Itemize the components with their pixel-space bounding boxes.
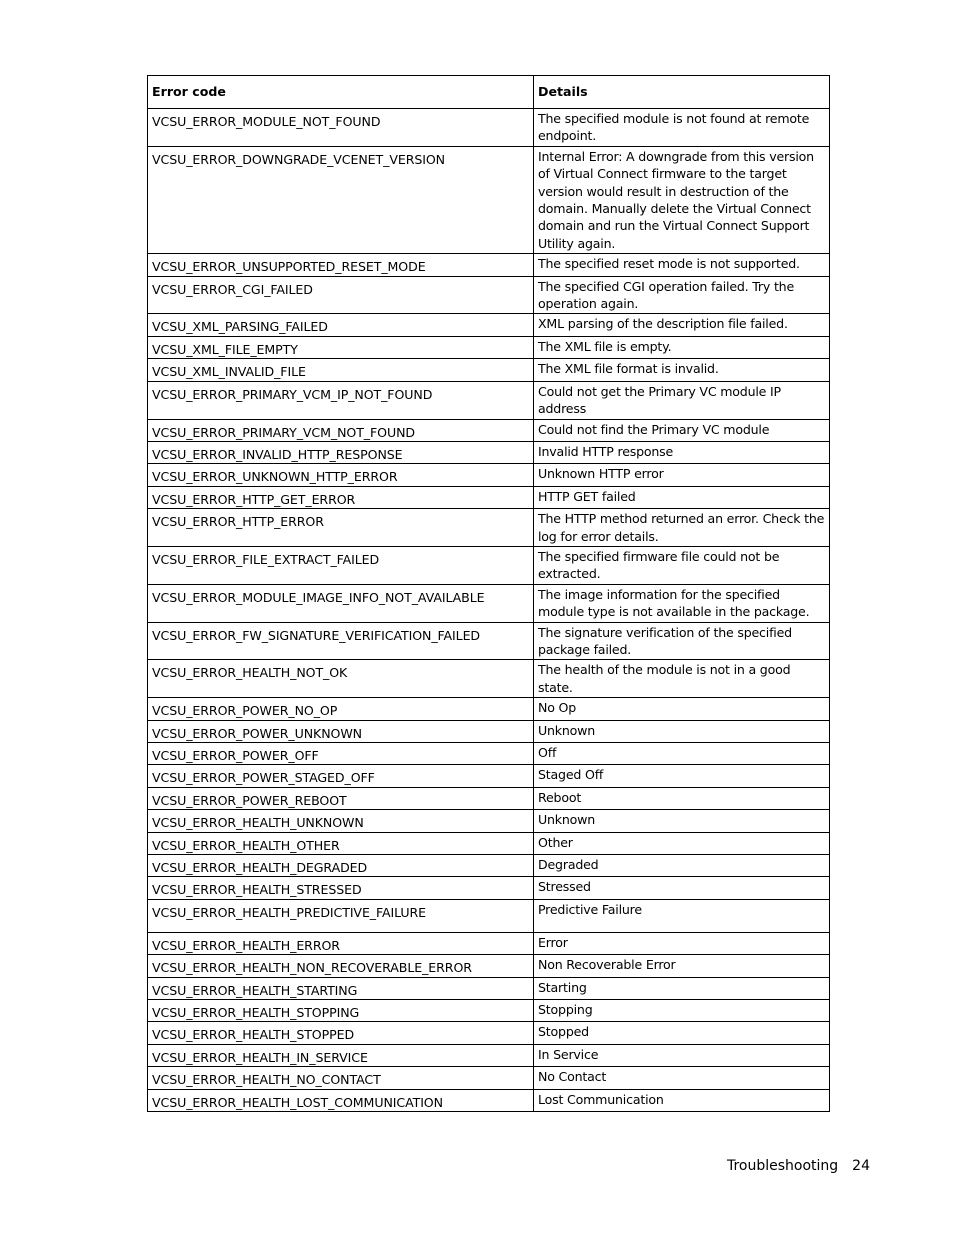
error-code-cell: VCSU_XML_PARSING_FAILED (148, 314, 534, 336)
details-cell: HTTP GET failed (534, 486, 830, 508)
details-cell: XML parsing of the description file failed. (534, 314, 830, 336)
table-row (148, 1089, 830, 1111)
details-cell: The specified module is not found at remote endpoint. (534, 109, 830, 147)
error-code-cell: VCSU_ERROR_HTTP_ERROR (148, 509, 534, 547)
error-code-cell: VCSU_ERROR_HEALTH_IN_SERVICE (148, 1044, 534, 1066)
error-code-cell: VCSU_XML_FILE_EMPTY (148, 336, 534, 358)
details-cell: Lost Communication (534, 1089, 830, 1111)
details-cell: Invalid HTTP response (534, 441, 830, 463)
details-cell: The health of the module is not in a good state. (534, 660, 830, 698)
table-row (148, 977, 830, 999)
error-code-cell: VCSU_ERROR_HEALTH_NON_RECOVERABLE_ERROR (148, 955, 534, 977)
error-code-cell: VCSU_ERROR_PRIMARY_VCM_NOT_FOUND (148, 419, 534, 441)
table-row (148, 1022, 830, 1044)
error-code-cell: VCSU_ERROR_HEALTH_STARTING (148, 977, 534, 999)
error-code-cell: VCSU_ERROR_UNSUPPORTED_RESET_MODE (148, 254, 534, 276)
table-row (148, 787, 830, 809)
table-row (148, 464, 830, 486)
details-cell: Starting (534, 977, 830, 999)
error-code-cell: VCSU_ERROR_HTTP_GET_ERROR (148, 486, 534, 508)
error-code-table (147, 75, 830, 1112)
error-code-cell: VCSU_ERROR_HEALTH_ERROR (148, 932, 534, 954)
error-code-cell: VCSU_ERROR_HEALTH_PREDICTIVE_FAILURE (148, 899, 534, 932)
details-cell: Degraded (534, 855, 830, 877)
table-row (148, 1000, 830, 1022)
details-cell: Stopping (534, 1000, 830, 1022)
details-cell: Could not get the Primary VC module IP address (534, 381, 830, 419)
table-row (148, 419, 830, 441)
table-row (148, 720, 830, 742)
table-row (148, 336, 830, 358)
error-code-cell: VCSU_ERROR_HEALTH_OTHER (148, 832, 534, 854)
details-cell: Other (534, 832, 830, 854)
error-code-cell: VCSU_ERROR_HEALTH_STRESSED (148, 877, 534, 899)
details-cell: The specified reset mode is not supported. (534, 254, 830, 276)
error-code-cell: VCSU_ERROR_HEALTH_STOPPING (148, 1000, 534, 1022)
details-cell: No Op (534, 698, 830, 720)
details-cell: Stressed (534, 877, 830, 899)
error-code-cell: VCSU_ERROR_CGI_FAILED (148, 276, 534, 314)
details-cell: The XML file format is invalid. (534, 359, 830, 381)
error-code-cell: VCSU_ERROR_POWER_STAGED_OFF (148, 765, 534, 787)
details-cell: Unknown (534, 720, 830, 742)
table-row (148, 509, 830, 547)
table-row (148, 810, 830, 832)
error-code-cell: VCSU_ERROR_MODULE_NOT_FOUND (148, 109, 534, 147)
column-header-error-code: Error code (148, 76, 534, 109)
details-cell: The signature verification of the specified package failed. (534, 622, 830, 660)
error-code-cell: VCSU_ERROR_INVALID_HTTP_RESPONSE (148, 441, 534, 463)
error-code-cell: VCSU_ERROR_POWER_REBOOT (148, 787, 534, 809)
details-cell: In Service (534, 1044, 830, 1066)
page-number: 24 (852, 1158, 870, 1174)
details-cell: Stopped (534, 1022, 830, 1044)
table-row (148, 698, 830, 720)
table-row (148, 832, 830, 854)
details-cell: No Contact (534, 1067, 830, 1089)
error-code-cell: VCSU_ERROR_HEALTH_NOT_OK (148, 660, 534, 698)
error-code-cell: VCSU_ERROR_HEALTH_NO_CONTACT (148, 1067, 534, 1089)
error-code-cell: VCSU_ERROR_DOWNGRADE_VCENET_VERSION (148, 146, 534, 253)
error-code-cell: VCSU_ERROR_PRIMARY_VCM_IP_NOT_FOUND (148, 381, 534, 419)
table-row (148, 1067, 830, 1089)
details-cell: Staged Off (534, 765, 830, 787)
table-row (148, 584, 830, 622)
table-row (148, 877, 830, 899)
table-row (148, 899, 830, 932)
details-cell: Reboot (534, 787, 830, 809)
error-code-cell: VCSU_ERROR_HEALTH_UNKNOWN (148, 810, 534, 832)
table-row (148, 486, 830, 508)
table-row (148, 109, 830, 147)
error-code-cell: VCSU_ERROR_FILE_EXTRACT_FAILED (148, 546, 534, 584)
details-cell: Predictive Failure (534, 899, 830, 932)
details-cell: Unknown HTTP error (534, 464, 830, 486)
details-cell: Error (534, 932, 830, 954)
table-row (148, 660, 830, 698)
table-row (148, 381, 830, 419)
table-row (148, 932, 830, 954)
details-cell: The image information for the specified module type is not available in the package. (534, 584, 830, 622)
page-footer (727, 1158, 870, 1174)
table-header-row (148, 76, 830, 109)
table-row (148, 955, 830, 977)
details-cell: Off (534, 743, 830, 765)
error-code-cell: VCSU_ERROR_POWER_UNKNOWN (148, 720, 534, 742)
error-code-cell: VCSU_ERROR_HEALTH_STOPPED (148, 1022, 534, 1044)
error-code-cell: VCSU_ERROR_MODULE_IMAGE_INFO_NOT_AVAILABLE (148, 584, 534, 622)
table-row (148, 743, 830, 765)
table-row (148, 1044, 830, 1066)
error-code-cell: VCSU_ERROR_HEALTH_LOST_COMMUNICATION (148, 1089, 534, 1111)
details-cell: Could not find the Primary VC module (534, 419, 830, 441)
table-row (148, 359, 830, 381)
details-cell: The HTTP method returned an error. Check the log for error details. (534, 509, 830, 547)
details-cell: The specified CGI operation failed. Try the operation again. (534, 276, 830, 314)
error-code-cell: VCSU_XML_INVALID_FILE (148, 359, 534, 381)
error-code-cell: VCSU_ERROR_POWER_NO_OP (148, 698, 534, 720)
table-row (148, 855, 830, 877)
footer-section-title: Troubleshooting (726, 1158, 839, 1174)
error-code-cell: VCSU_ERROR_POWER_OFF (148, 743, 534, 765)
error-code-cell: VCSU_ERROR_FW_SIGNATURE_VERIFICATION_FAILED (148, 622, 534, 660)
table-body (148, 109, 830, 1112)
details-cell: The specified firmware file could not be extracted. (534, 546, 830, 584)
table-row (148, 276, 830, 314)
table-row (148, 546, 830, 584)
table-row (148, 314, 830, 336)
table-row (148, 765, 830, 787)
error-code-cell: VCSU_ERROR_HEALTH_DEGRADED (148, 855, 534, 877)
details-cell: Non Recoverable Error (534, 955, 830, 977)
column-header-details: Details (534, 76, 830, 109)
table-row (148, 146, 830, 253)
details-cell: Internal Error: A downgrade from this version of Virtual Connect firmware to the target version would result in destruction of the domain. Manually delete the Virtual Connect domain and run the Virtual Connect Support Utility again. (534, 146, 830, 253)
error-code-cell: VCSU_ERROR_UNKNOWN_HTTP_ERROR (148, 464, 534, 486)
details-cell: Unknown (534, 810, 830, 832)
details-cell: The XML file is empty. (534, 336, 830, 358)
table-row (148, 441, 830, 463)
table-row (148, 622, 830, 660)
table-row (148, 254, 830, 276)
